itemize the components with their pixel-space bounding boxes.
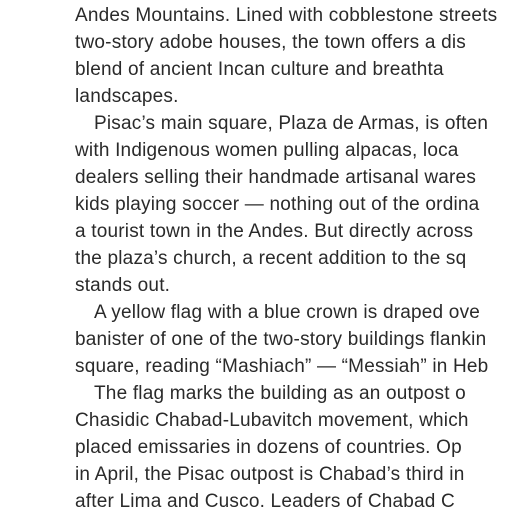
article-line: the plaza’s church, a recent addition to the sq (75, 248, 467, 269)
article-line: blend of ancient Incan culture and breathta (75, 59, 444, 80)
article-line: in April, the Pisac outpost is Chabad’s third in (75, 464, 465, 485)
article-line: stands out. (75, 275, 171, 296)
article-line: Andes Mountains. Lined with cobblestone streets (75, 5, 498, 26)
article-line: landscapes. (75, 86, 179, 107)
article-line: dealers selling their handmade artisanal wares (75, 167, 477, 188)
article-line: with Indigenous women pulling alpacas, loca (75, 140, 459, 161)
article-line: kids playing soccer — nothing out of the ordina (75, 194, 480, 215)
article-line: placed emissaries in dozens of countries. Op (75, 437, 462, 458)
article-line: after Lima and Cusco. Leaders of Chabad C (75, 491, 455, 512)
article-line: banister of one of the two-story buildings flankin (75, 329, 487, 350)
paragraph-first-line: A yellow flag with a blue crown is draped ove (94, 302, 481, 323)
article-line: a tourist town in the Andes. But directly across (75, 221, 474, 242)
article-line: Chasidic Chabad-Lubavitch movement, which (75, 410, 469, 431)
paragraph-first-line: The flag marks the building as an outpost o (94, 383, 466, 404)
paragraph-first-line: Pisac’s main square, Plaza de Armas, is often (94, 113, 489, 134)
article-line: square, reading “Mashiach” — “Messiah” in Heb (75, 356, 489, 377)
article-line: two-story adobe houses, the town offers a dis (75, 32, 466, 53)
